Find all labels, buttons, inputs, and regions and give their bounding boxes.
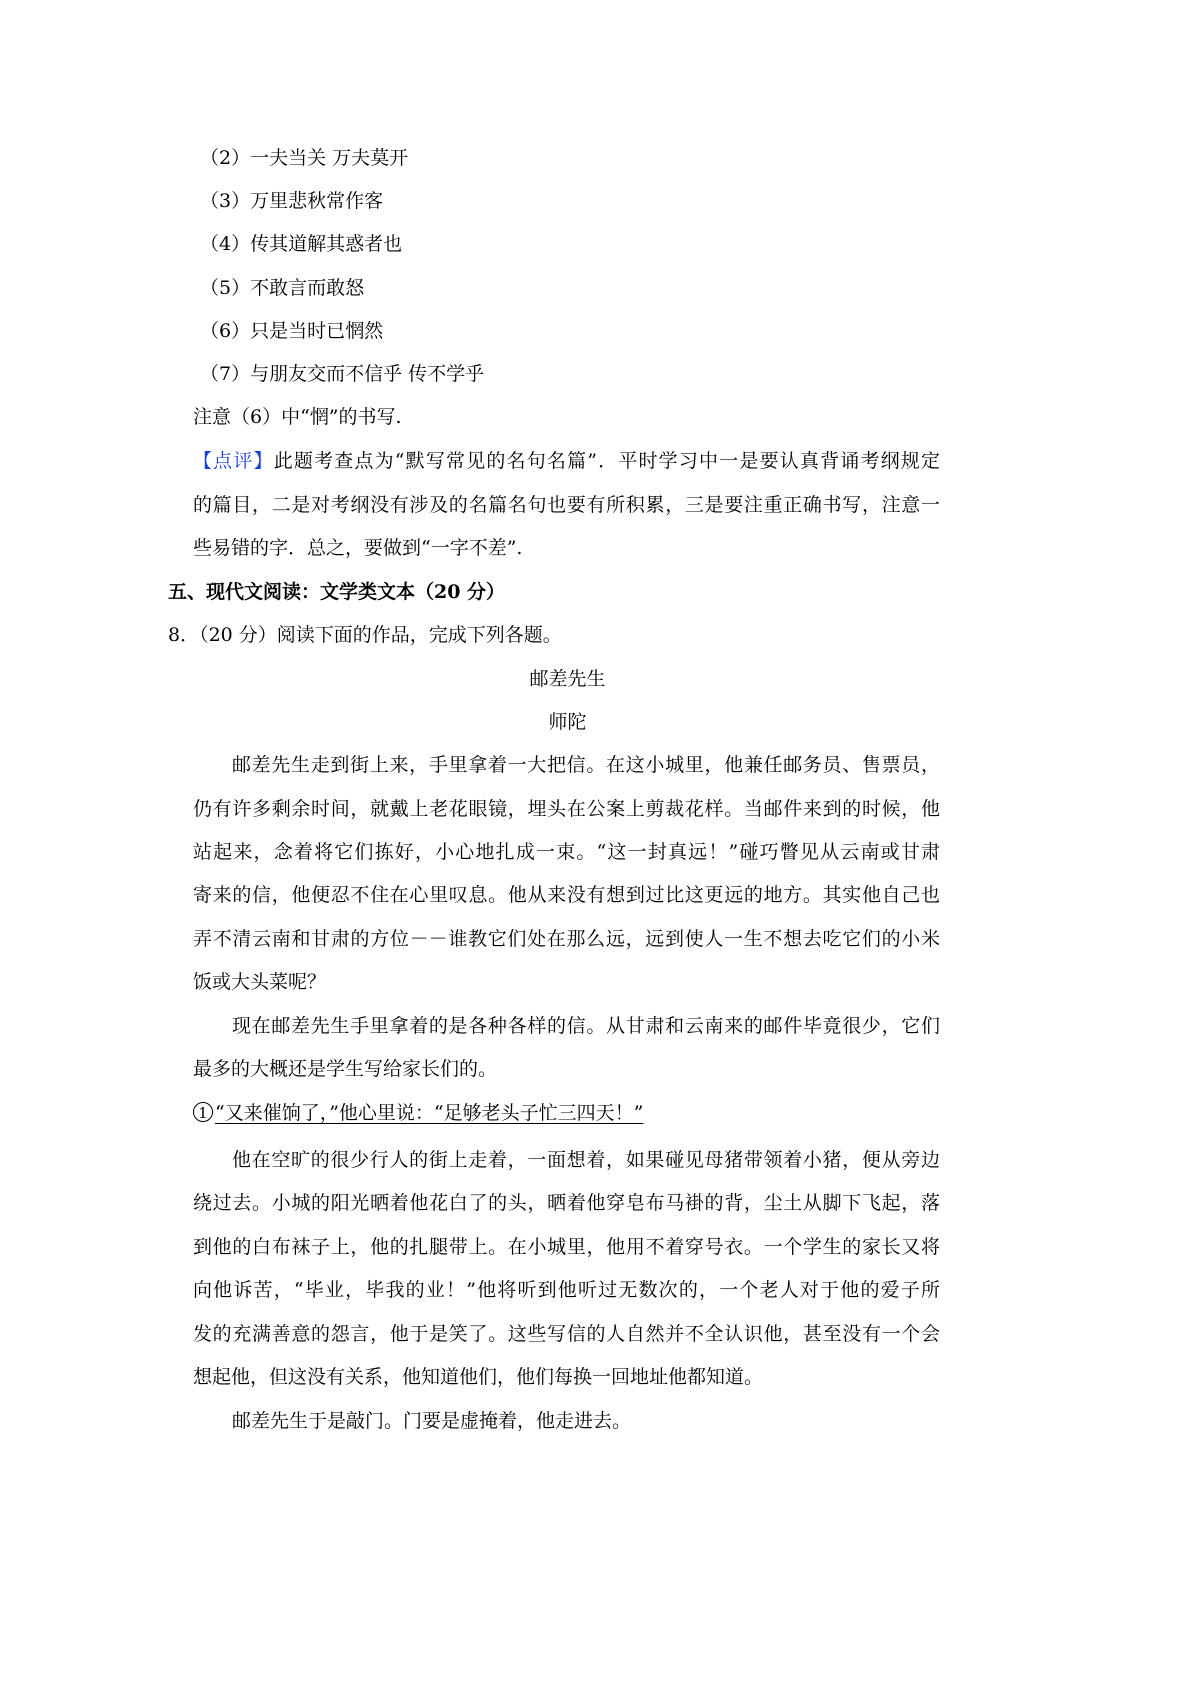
p3-line-5: 发的充满善意的怨言，他于是笑了。这些写信的人自然并不全认识他，甚至没有一个会	[193, 1323, 940, 1345]
p1-line-2: 仍有许多剩余时间，就戴上老花眼镜，埋头在公案上剪裁花样。当邮件来到的时候，他	[193, 798, 940, 820]
p1-line-1: 邮差先生走到街上来，手里拿着一大把信。在这小城里，他兼任邮务员、售票员，	[232, 754, 940, 776]
answer-6: （6）只是当时已惘然	[200, 320, 384, 342]
p3-line-2: 绕过去。小城的阳光晒着他花白了的头，晒着他穿皂布马褂的背，尘土从脚下飞起，落	[193, 1192, 940, 1214]
marked-sentence-line	[193, 1101, 643, 1125]
p3-line-6: 想起他，但这没有关系，他知道他们，他们每换一回地址他都知道。	[193, 1366, 764, 1388]
p1-line-5: 弄不清云南和甘肃的方位－－谁教它们处在那么远，远到使人一生不想去吃它们的小米	[193, 928, 940, 950]
answer-7: （7）与朋友交而不信乎 传不学乎	[200, 363, 485, 385]
answer-3: （3）万里悲秋常作客	[200, 190, 384, 212]
p3-line-4: 向他诉苦，“毕业，毕我的业！”他将听到他听过无数次的，一个老人对于他的爱子所	[193, 1279, 940, 1301]
marked-sentence: “又来催饷了，”他心里说：“足够老头子忙三四天！”	[215, 1102, 644, 1124]
section-title: 五、现代文阅读：文学类文本（20 分）	[168, 581, 506, 603]
p3-line-3: 到他的白布袜子上，他的扎腿带上。在小城里，他用不着穿号衣。一个学生的家长又将	[193, 1236, 940, 1258]
passage-title: 邮差先生	[529, 668, 606, 690]
comment-line-3: 些易错的字．总之，要做到“一字不差”.	[193, 537, 523, 559]
p1-line-6: 饭或大头菜呢？	[193, 971, 327, 993]
note-text: 注意（6）中“惘”的书写.	[193, 406, 402, 428]
answer-5: （5）不敢言而敢怒	[200, 277, 365, 299]
comment-tag: 【点评】	[193, 450, 274, 472]
p2-line-2: 最多的大概还是学生写给家长们的。	[193, 1058, 498, 1080]
p4-line-1: 邮差先生于是敲门。门要是虚掩着，他走进去。	[232, 1410, 632, 1432]
question-stem: 8．（20 分）阅读下面的作品，完成下列各题。	[168, 624, 562, 646]
comment-line-1: 【点评】此题考查点为“默写常见的名句名篇”．平时学习中一是要认真背诵考纲规定	[193, 450, 940, 472]
comment-line-2: 的篇目，二是对考纲没有涉及的名篇名句也要有所积累，三是要注重正确书写，注意一	[193, 494, 940, 516]
circled-number: 1	[193, 1102, 213, 1122]
p2-line-1: 现在邮差先生手里拿着的是各种各样的信。从甘肃和云南来的邮件毕竟很少，它们	[232, 1015, 940, 1037]
passage-author: 师陀	[548, 711, 587, 733]
answer-2: （2）一夫当关 万夫莫开	[200, 147, 409, 169]
p1-line-3: 站起来，念着将它们拣好，小心地扎成一束。“这一封真远！”碰巧瞥见从云南或甘肃	[193, 841, 940, 863]
p3-line-1: 他在空旷的很少行人的街上走着，一面想着，如果碰见母猪带领着小猪，便从旁边	[232, 1149, 940, 1171]
answer-4: （4）传其道解其惑者也	[200, 233, 403, 255]
p1-line-4: 寄来的信，他便忍不住在心里叹息。他从来没有想到过比这更远的地方。其实他自己也	[193, 884, 940, 906]
